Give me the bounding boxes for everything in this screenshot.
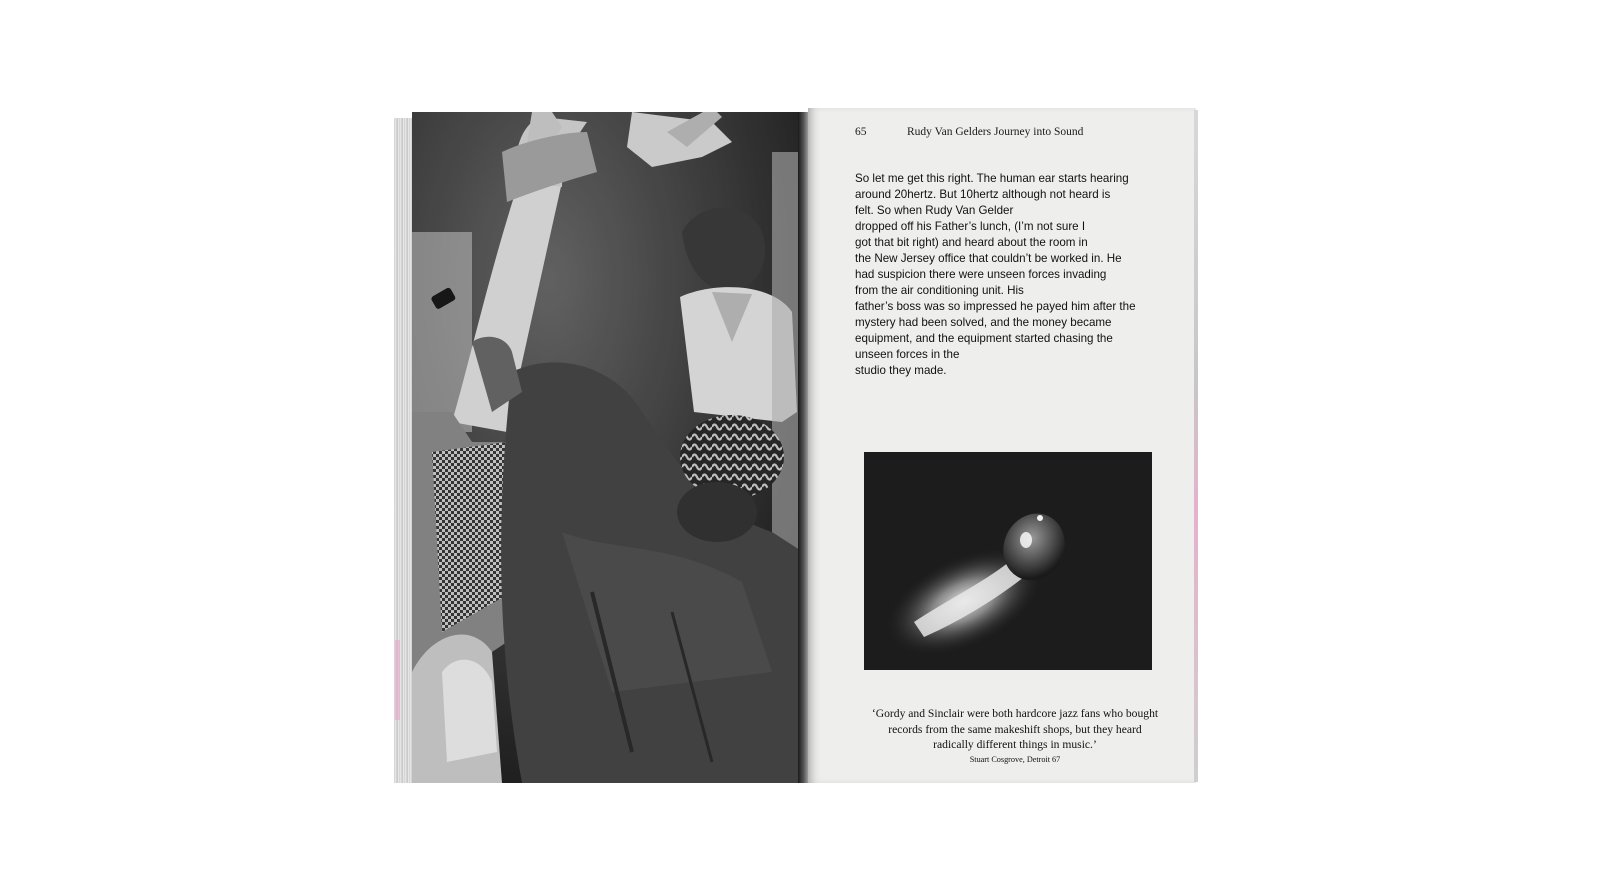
crowd-photograph — [412, 112, 803, 783]
body-line: mystery had been solved, and the money became — [855, 316, 1112, 329]
quote-line: ‘Gordy and Sinclair were both hardcore jazz fans who bought — [871, 707, 1159, 720]
body-line: studio they made. — [855, 364, 947, 377]
body-line: had suspicion there were unseen forces invading — [855, 268, 1107, 281]
body-line: got that bit right) and heard about the room in — [855, 236, 1088, 249]
body-line: around 20hertz. But 10hertz although not heard is — [855, 188, 1111, 201]
microphone-photo — [864, 452, 1152, 670]
running-head-title: Rudy Van Gelders Journey into Sound — [907, 126, 1084, 138]
body-line: father’s boss was so impressed he payed him after the — [855, 300, 1136, 313]
body-line: unseen forces in the — [855, 348, 960, 361]
body-line: dropped off his Father’s lunch, (I’m not sure I — [855, 220, 1086, 233]
body-line: the New Jersey office that couldn’t be worked in. He — [855, 252, 1122, 265]
pull-quote — [850, 706, 1180, 766]
quote-line: radically different things in music.’ — [933, 738, 1097, 751]
quote-attribution: Stuart Cosgrove, Detroit 67 — [969, 754, 1061, 764]
left-page-photo — [412, 112, 803, 783]
quote-line: records from the same makeshift shops, but they heard — [888, 722, 1142, 736]
page-edge-accent — [395, 640, 400, 720]
body-text — [855, 171, 1175, 379]
body-line: felt. So when Rudy Van Gelder — [855, 204, 1014, 217]
right-page-edge — [1194, 110, 1198, 782]
body-line: So let me get this right. The human ear starts hearing — [855, 172, 1129, 185]
body-line: equipment, and the equipment started chasing the — [855, 332, 1113, 345]
page-number: 65 — [855, 126, 867, 138]
body-line: from the air conditioning unit. His — [855, 284, 1024, 297]
running-head — [855, 126, 1175, 144]
microphone-illustration — [864, 452, 1152, 670]
